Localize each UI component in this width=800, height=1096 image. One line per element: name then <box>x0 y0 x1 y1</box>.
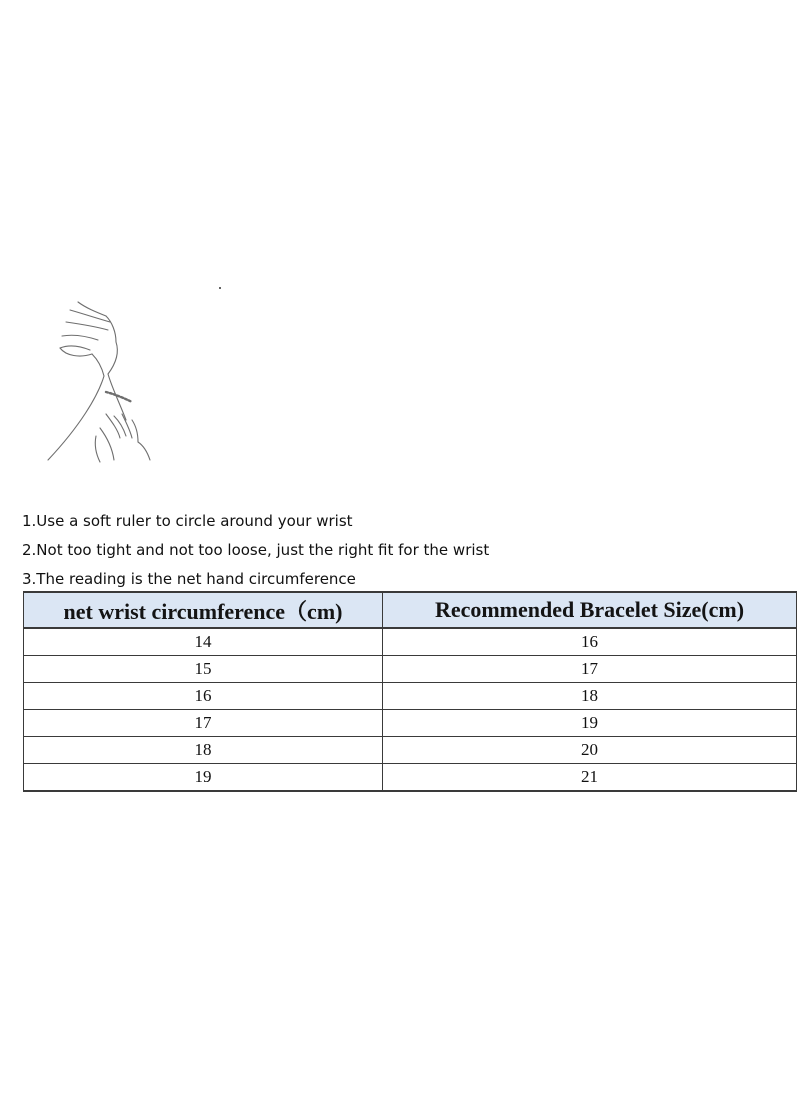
wrist-cell: 15 <box>24 656 383 683</box>
stray-dot <box>219 287 221 289</box>
instructions-list <box>22 507 782 594</box>
instruction-step-3: 3.The reading is the net hand circumference <box>22 570 356 588</box>
bracelet-cell: 18 <box>383 683 797 710</box>
wrist-cell: 16 <box>24 683 383 710</box>
table-row <box>24 764 797 792</box>
bracelet-cell: 16 <box>383 628 797 656</box>
wrist-cell: 18 <box>24 737 383 764</box>
table-row <box>24 656 797 683</box>
bracelet-cell: 20 <box>383 737 797 764</box>
bracelet-cell: 19 <box>383 710 797 737</box>
table-row <box>24 628 797 656</box>
bracelet-cell: 21 <box>383 764 797 792</box>
instruction-step-2: 2.Not too tight and not too loose, just the right fit for the wrist <box>22 541 490 559</box>
wrist-cell: 14 <box>24 628 383 656</box>
header-net-wrist-circumference: net wrist circumference（cm) <box>24 592 383 628</box>
bracelet-cell: 17 <box>383 656 797 683</box>
bracelet-size-table <box>23 591 797 792</box>
header-recommended-bracelet-size: Recommended Bracelet Size(cm) <box>383 592 797 628</box>
table-header-row <box>24 592 797 628</box>
wrist-cell: 19 <box>24 764 383 792</box>
table-row <box>24 710 797 737</box>
hand-measuring-wrist-icon <box>40 296 160 466</box>
wrist-cell: 17 <box>24 710 383 737</box>
instruction-step-1: 1.Use a soft ruler to circle around your wrist <box>22 512 353 530</box>
table-row <box>24 737 797 764</box>
table-row <box>24 683 797 710</box>
